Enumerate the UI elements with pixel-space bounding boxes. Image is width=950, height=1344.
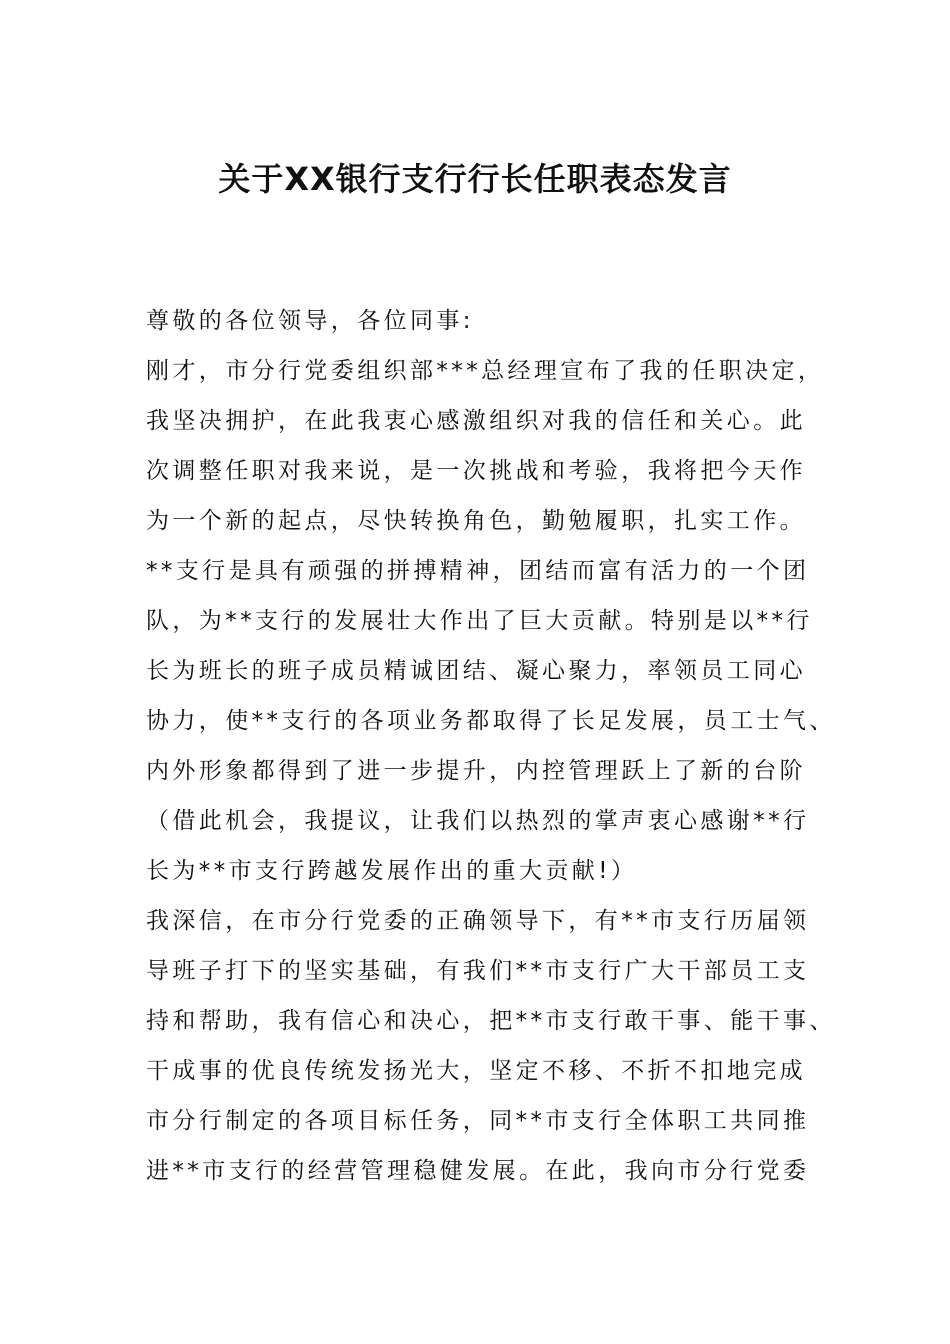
- text-line: 进**市支行的经营管理稳健发展。在此，我向市分行党委: [146, 1158, 810, 1184]
- text-line: 为一个新的起点，尽快转换角色，勤勉履职，扎实工作。: [146, 508, 806, 534]
- text-line: 持和帮助，我有信心和决心，把**市支行敢干事、能干事、: [146, 1008, 836, 1034]
- text-line: 次调整任职对我来说，是一次挑战和考验，我将把今天作: [146, 458, 806, 484]
- text-line: 协力，使**支行的各项业务都取得了长足发展，员工士气、: [146, 708, 836, 734]
- text-line: 我坚决拥护，在此我衷心感激组织对我的信任和关心。此: [146, 408, 806, 434]
- text-line: 干成事的优良传统发扬光大，坚定不移、不折不扣地完成: [146, 1058, 806, 1084]
- text-line: **支行是具有顽强的拼搏精神，团结而富有活力的一个团: [146, 558, 810, 584]
- text-line: 尊敬的各位领导，各位同事:: [146, 308, 474, 334]
- text-line: 刚才，市分行党委组织部***总经理宣布了我的任职决定，: [146, 358, 825, 384]
- text-line: 内外形象都得到了进一步提升，内控管理跃上了新的台阶: [146, 758, 806, 784]
- text-line: 我深信，在市分行党委的正确领导下，有**市支行历届领: [146, 908, 810, 934]
- text-line: （借此机会，我提议，让我们以热烈的掌声衷心感谢**行: [146, 808, 810, 834]
- text-line: 长为**市支行跨越发展作出的重大贡献!）: [146, 858, 638, 884]
- text-line: 导班子打下的坚实基础，有我们**市支行广大干部员工支: [146, 958, 810, 984]
- document-title: 关于XX银行支行行长任职表态发言: [218, 160, 732, 198]
- text-line: 队，为**支行的发展壮大作出了巨大贡献。特别是以**行: [146, 608, 813, 634]
- document-body: [146, 296, 836, 1196]
- text-line: 长为班长的班子成员精诚团结、凝心聚力，率领员工同心: [146, 658, 806, 684]
- text-line: 市分行制定的各项目标任务，同**市支行全体职工共同推: [146, 1108, 810, 1134]
